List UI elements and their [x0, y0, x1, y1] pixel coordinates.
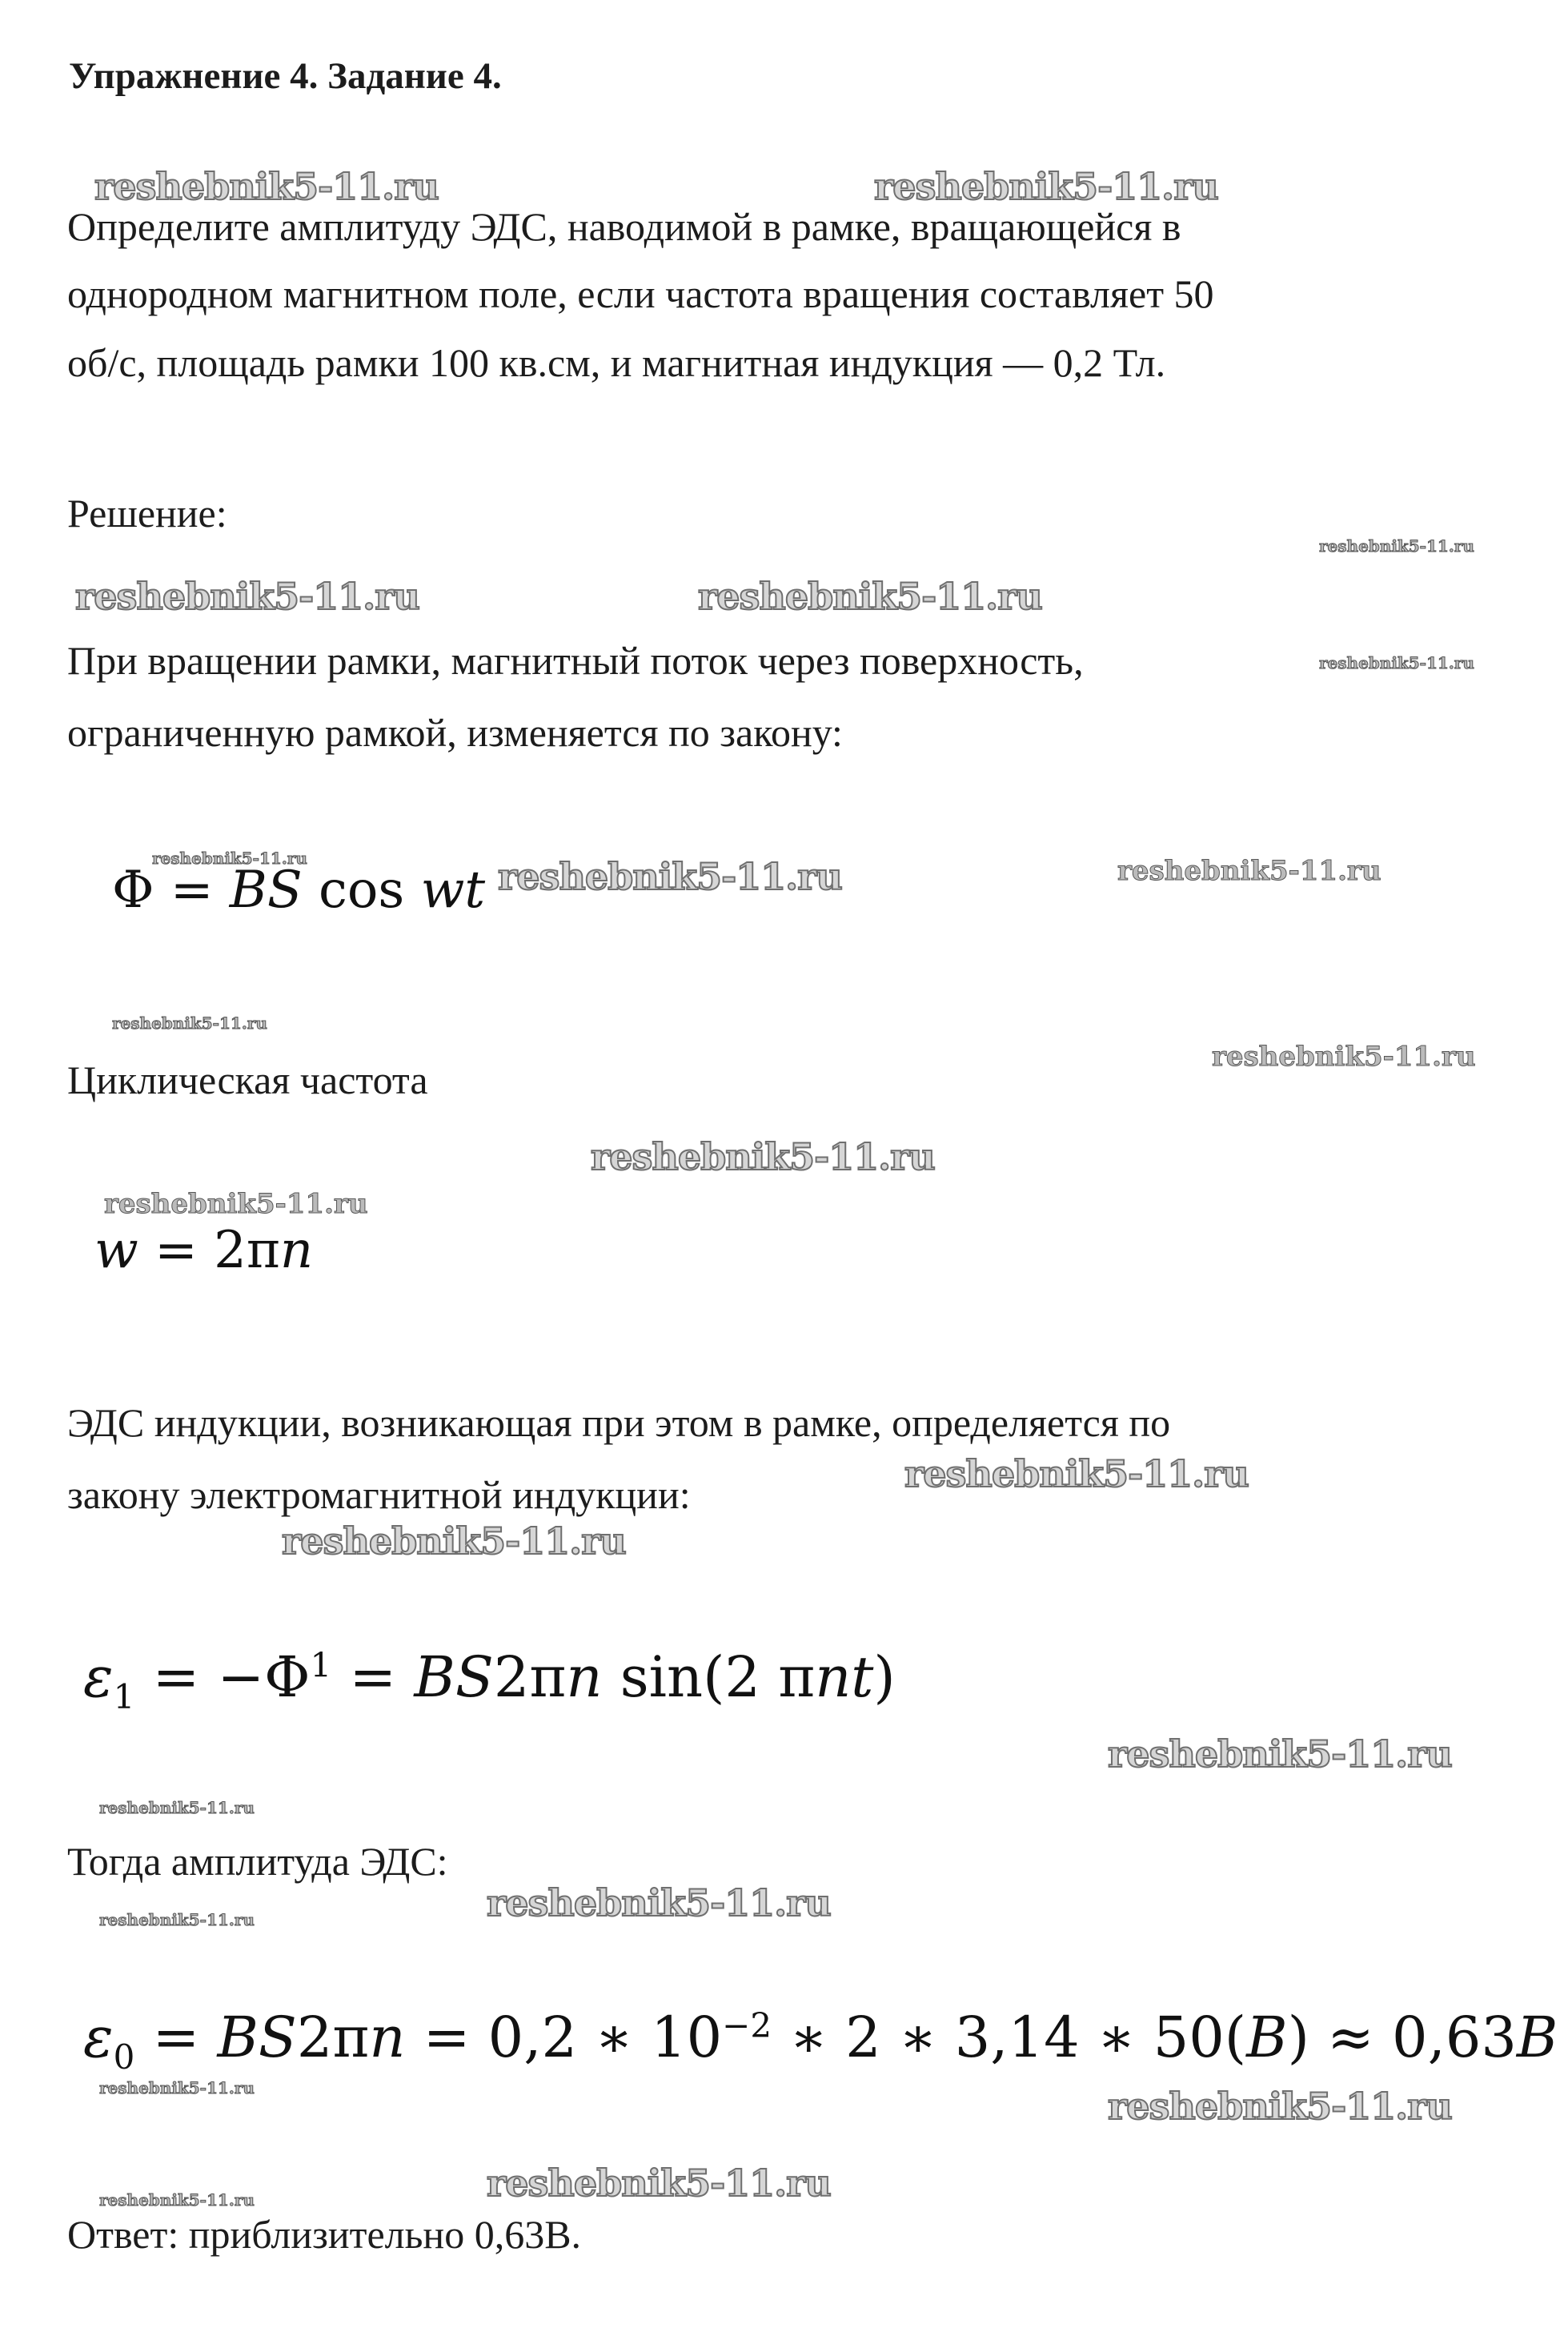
cyclic-frequency-label: Циклическая частота	[67, 1058, 428, 1102]
problem-line-1: Определите амплитуду ЭДС, наводимой в рамке, вращающейся в	[67, 204, 1181, 249]
formula-emf-n: n	[566, 1644, 603, 1710]
formula-amp-exp: −2	[722, 2005, 772, 2045]
formula-amp-sub: 0	[113, 2037, 135, 2077]
formula-emf-eps: ε	[83, 1644, 114, 1710]
formula-amp-unit-b: B	[1246, 2005, 1288, 2070]
formula-flux-arg: wt	[420, 861, 486, 920]
watermark: reshebnik5-11.ru	[112, 1013, 267, 1033]
watermark: reshebnik5-11.ru	[487, 1881, 831, 1925]
formula-emf-2pi: 2π	[493, 1644, 567, 1710]
formula-amp-calc: = 0,2 ∗ 10	[405, 2005, 723, 2070]
watermark: reshebnik5-11.ru	[99, 1910, 255, 1929]
formula-amp-unit-b2: B	[1516, 2005, 1558, 2070]
formula-amp-eq: =	[134, 2005, 218, 2070]
problem-line-2: однородном магнитном поле, если частота вращения составляет 50	[67, 271, 1214, 316]
problem-line-3: об/с, площадь рамки 100 кв.см, и магнитная индукция — 0,2 Тл.	[67, 340, 1166, 385]
formula-amp-n: n	[369, 2005, 406, 2070]
watermark: reshebnik5-11.ru	[94, 165, 439, 208]
formula-omega-w: w	[94, 1221, 138, 1280]
watermark: reshebnik5-11.ru	[1319, 653, 1474, 672]
formula-emf	[83, 1644, 896, 1716]
formula-amp-calc3: ) ≈ 0,63	[1287, 2005, 1517, 2070]
formula-emf-sin: sin(2 π	[602, 1644, 816, 1710]
formula-omega-n: n	[279, 1221, 314, 1280]
formula-amp-2pi: 2π	[296, 2005, 370, 2070]
formula-omega-eq: = 2π	[138, 1221, 280, 1280]
formula-flux-bs: BS	[229, 861, 303, 920]
formula-flux-lhs: Φ =	[112, 861, 230, 920]
formula-emf-eq: =	[331, 1644, 415, 1710]
emf-text-line-2: закону электромагнитной индукции:	[67, 1472, 691, 1517]
formula-emf-nt: nt	[815, 1644, 874, 1710]
watermark: reshebnik5-11.ru	[591, 1135, 935, 1178]
watermark: reshebnik5-11.ru	[99, 2078, 255, 2097]
watermark: reshebnik5-11.ru	[282, 1519, 626, 1563]
watermark: reshebnik5-11.ru	[1108, 1732, 1452, 1776]
formula-emf-close: )	[873, 1644, 896, 1710]
formula-emf-sub: 1	[113, 1677, 135, 1716]
watermark: reshebnik5-11.ru	[99, 2190, 255, 2210]
watermark: reshebnik5-11.ru	[1212, 1041, 1476, 1073]
exercise-title: Упражнение 4. Задание 4.	[69, 55, 502, 97]
formula-amplitude	[83, 2005, 1558, 2077]
formula-amp-bs: BS	[217, 2005, 297, 2070]
formula-flux	[112, 861, 486, 920]
watermark: reshebnik5-11.ru	[698, 575, 1042, 618]
formula-emf-mid: = −Φ	[134, 1644, 311, 1710]
watermark: reshebnik5-11.ru	[487, 2161, 831, 2205]
watermark: reshebnik5-11.ru	[498, 855, 842, 898]
watermark: reshebnik5-11.ru	[152, 849, 307, 868]
watermark: reshebnik5-11.ru	[1319, 536, 1474, 556]
flux-text-line-2: ограниченную рамкой, изменяется по закону:	[67, 710, 843, 755]
watermark: reshebnik5-11.ru	[904, 1452, 1249, 1495]
formula-flux-cos: cos	[302, 861, 421, 920]
watermark: reshebnik5-11.ru	[104, 1188, 368, 1220]
watermark: reshebnik5-11.ru	[874, 165, 1218, 208]
formula-emf-sup: 1	[310, 1645, 332, 1685]
solution-label: Решение:	[67, 491, 227, 536]
formula-omega	[94, 1221, 314, 1280]
flux-text-line-1: При вращении рамки, магнитный поток через поверхность,	[67, 638, 1084, 683]
watermark: reshebnik5-11.ru	[99, 1798, 255, 1817]
formula-amp-eps: ε	[83, 2005, 114, 2070]
answer: Ответ: приблизительно 0,63В.	[67, 2212, 582, 2257]
watermark: reshebnik5-11.ru	[75, 575, 419, 618]
formula-emf-bs: BS	[414, 1644, 494, 1710]
watermark: reshebnik5-11.ru	[1117, 855, 1382, 887]
formula-amp-calc2: ∗ 2 ∗ 3,14 ∗ 50(	[772, 2005, 1247, 2070]
amplitude-label: Тогда амплитуда ЭДС:	[67, 1839, 448, 1884]
watermark: reshebnik5-11.ru	[1108, 2085, 1452, 2128]
emf-text-line-1: ЭДС индукции, возникающая при этом в рамке, определяется по	[67, 1400, 1171, 1445]
